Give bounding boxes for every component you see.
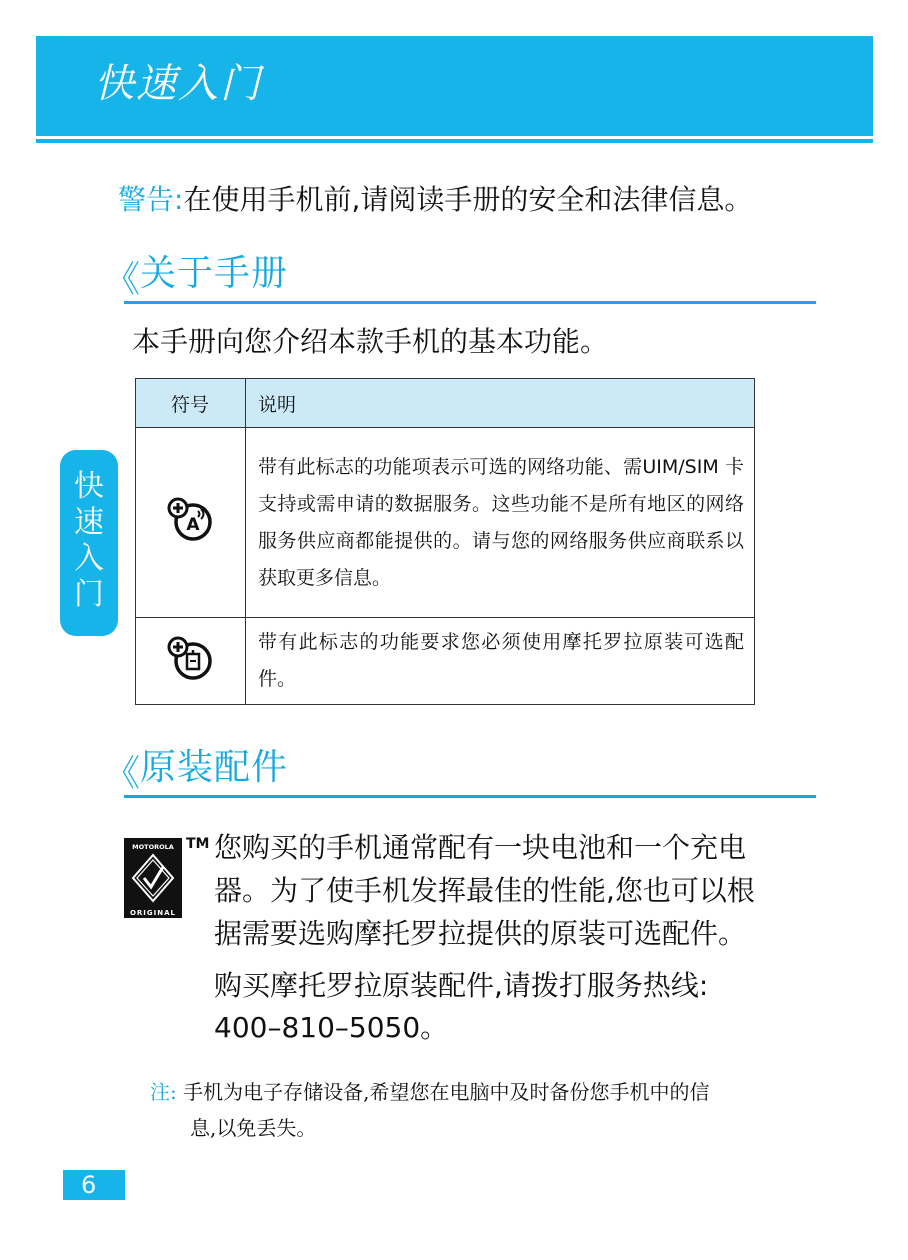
accessories-line: 您购买的手机通常配有一块电池和一个充电: [214, 831, 747, 864]
note-line-1: 手机为电子存储设备,希望您在电脑中及时备份您手机中的信: [183, 1080, 710, 1104]
table-cell-icon: [136, 618, 246, 705]
table-row: [136, 428, 755, 618]
symbol-table: [135, 378, 755, 705]
chevron-icon: 《: [104, 259, 141, 300]
logo-top-text: MOTOROLA: [132, 843, 174, 851]
header-underline: [36, 139, 873, 143]
section-rule: [124, 301, 816, 304]
table-header-row: [136, 379, 755, 428]
section-rule: [124, 795, 816, 798]
motorola-original-logo: [124, 838, 182, 918]
note-text: [150, 1074, 709, 1146]
warning-body: 在使用手机前,请阅读手册的安全和法律信息。: [183, 183, 753, 216]
note-line-2: 息,以免丢失。: [190, 1116, 317, 1140]
hotline-intro: 购买摩托罗拉原装配件,请拨打服务热线:: [214, 969, 709, 1002]
table-cell-description: 带有此标志的功能要求您必须使用摩托罗拉原装可选配件。: [246, 618, 755, 705]
svg-text:A: A: [185, 515, 200, 535]
table-cell-icon: [136, 428, 246, 618]
chevron-icon: 《: [104, 753, 141, 794]
accessories-line: 器。为了使手机发挥最佳的性能,您也可以根: [214, 874, 755, 907]
about-intro: 本手册向您介绍本款手机的基本功能。: [132, 325, 609, 358]
accessories-line: 据需要选购摩托罗拉提供的原装可选配件。: [214, 917, 747, 950]
side-tab-char: 快: [74, 469, 104, 504]
page-title: 快速入门: [94, 61, 262, 107]
side-tab-char: 速: [74, 505, 104, 540]
hotline-number: 400–810–5050。: [214, 1011, 449, 1044]
page-number: 6: [63, 1170, 125, 1200]
section-title-about: 关于手册: [140, 253, 289, 294]
section-heading-accessories: [104, 746, 816, 798]
note-label: 注:: [150, 1080, 177, 1104]
accessory-feature-icon: [167, 636, 215, 682]
side-tab-char: 入: [74, 541, 104, 576]
side-chapter-tab: [60, 450, 118, 636]
table-row: [136, 618, 755, 705]
side-tab-char: 门: [74, 577, 104, 612]
section-heading-about: [104, 252, 816, 304]
table-cell-description: 带有此标志的功能项表示可选的网络功能、需UIM/SIM 卡支持或需申请的数据服务。这些功能不是所有地区的网络服务供应商都能提供的。请与您的网络服务供应商联系以获取更多信息。: [246, 428, 755, 618]
section-title-accessories: 原装配件: [140, 747, 289, 788]
table-header-symbol: 符号: [136, 379, 246, 428]
warning-label: 警告:: [118, 183, 184, 216]
network-feature-icon: [167, 497, 215, 543]
logo-bottom-text: ORIGINAL: [129, 909, 177, 917]
warning-text: [118, 180, 752, 220]
table-header-description: 说明: [246, 379, 755, 428]
trademark-mark: TM: [186, 836, 210, 852]
